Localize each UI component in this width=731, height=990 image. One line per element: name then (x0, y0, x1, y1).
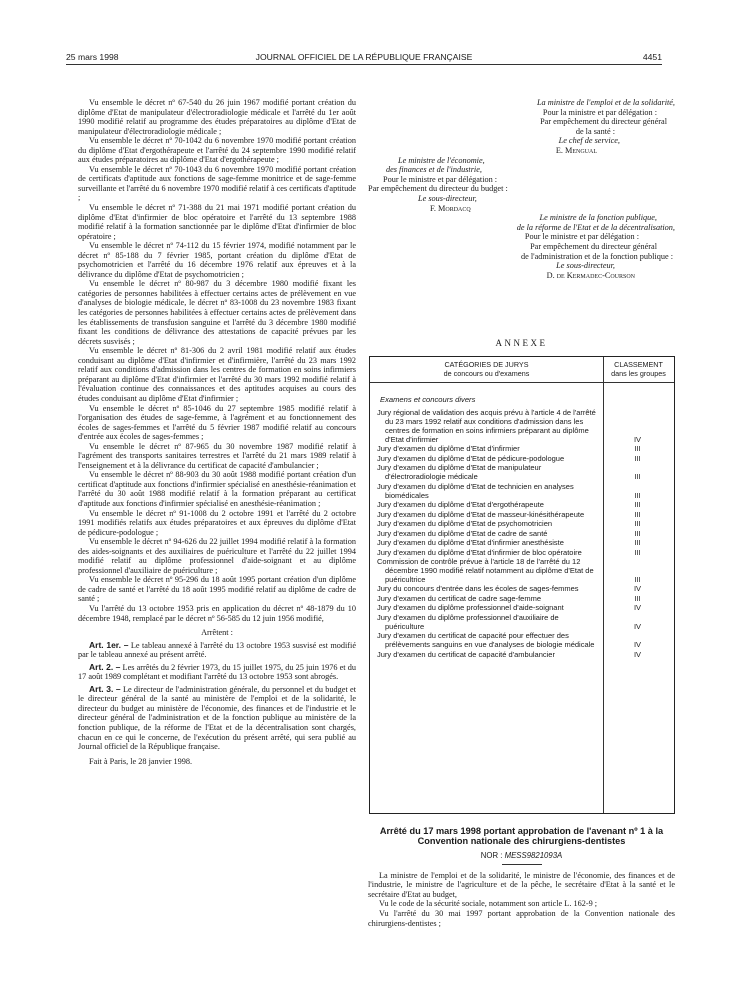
vu-paragraph: Vu ensemble le décret nº 80-987 du 3 décembre 1980 modifié fixant les catégories de personnes habilitées à effectuer certains actes de prélèvement en vue d'analyses de biologie médicale, le décret nº 83-1008 du 23 novembre 1983 fixant les catégories de personnes habilitées à effectuer certains actes de prélèvement dans les établissements de transfusion sanguine et l'arrêté du 3 décembre 1980 modifié fixant les conditions de délivrance des attestations de capacité prévues par les décrets susvisés ; (78, 279, 356, 346)
vu-paragraph: Vu ensemble le décret nº 94-626 du 22 juillet 1994 modifié relatif à la formation des aides-soignants et des auxiliaires de puériculture et l'arrêté du 22 juillet 1994 modifié relatif au diplôme professionnel d'aide-soignant et au diplôme professionnel d'auxiliaire de puériculture ; (78, 537, 356, 575)
jury-cell (370, 585, 603, 594)
table-section-title: Examens et concours divers (380, 395, 476, 404)
jury-cell (370, 614, 603, 632)
jury-label: Jury d'examen du diplôme d'Etat de manipulateur d'électroradiologie médicale (377, 463, 542, 482)
page-number: 4451 (642, 52, 662, 62)
jury-cell (370, 464, 603, 482)
title-rule (502, 864, 542, 865)
table-row (370, 558, 674, 585)
jury-label: Jury régional de validation des acquis prévu à l'article 4 de l'arrêté du 23 mars 1992 relatif aux conditions d'admission dans les centres de formation en soins infirmiers préparant au diplôme d'Etat d'infirmier (377, 408, 596, 444)
header-divider (370, 382, 674, 383)
jury-label: Jury d'examen du diplôme d'Etat de cadre de santé (377, 528, 548, 538)
arrete-body (368, 871, 675, 928)
article-label: Art. 3. – (89, 683, 121, 694)
signatory-role: Le sous-directeur, (556, 261, 615, 271)
group-cell: III (634, 472, 641, 482)
vu-paragraph: Vu ensemble le décret nº 70-1042 du 6 novembre 1970 modifié portant création du diplôme d'Etat d'ergothérapeute et l'arrêté du 24 septembre 1990 modifié relatif aux études préparatoires au diplôme d'Etat d'ergothérapeute ; (78, 136, 356, 165)
arrete-title: Arrêté du 17 mars 1998 portant approbation de l'avenant nº 1 à la Convention nationale des chirurgiens-dentistes (379, 826, 664, 847)
vu-paragraph: Vu l'arrêté du 13 octobre 1953 pris en application du décret nº 48-1879 du 10 décembre 1948, remplacé par le décret nº 56-585 du 12 juin 1956 modifié, (78, 603, 356, 623)
group-cell: IV (633, 621, 642, 631)
article-label: Art. 1er. – (89, 639, 129, 650)
article-text: Les arrêtés du 2 février 1973, du 15 juillet 1975, du 25 juin 1976 et du 17 août 1989 complétant et modifiant l'arrêté du 13 octobre 1953 sont abrogés. (78, 662, 356, 682)
table-row (370, 409, 674, 445)
delegation-line: Pour le ministre et par délégation : (383, 174, 498, 184)
signatory-role: Le sous-directeur, (418, 193, 477, 203)
vu-paragraph: Vu ensemble le décret nº 81-306 du 2 avril 1981 modifié relatif aux études conduisant au diplôme d'Etat d'infirmier et d'infirmière, l'arrêté du 23 mars 1992 relatif aux conditions d'admission dans les centres de formation en soins infirmiers préparant au diplôme d'Etat d'infirmier et l'arrêté du 30 mars 1992 modifié relatif à l'évaluation continue des connaissances et des aptitudes acquises au cours des études conduisant au diplôme d'Etat d'infirmier ; (78, 346, 356, 403)
jury-cell (370, 409, 603, 445)
jury-label: Jury d'examen du diplôme d'Etat d'infirmier (377, 444, 520, 454)
signatory-title: des finances et de l'industrie, (386, 165, 482, 175)
jury-cell (370, 632, 603, 650)
jury-label: Jury d'examen du diplôme professionnel d'aide-soignant (377, 603, 564, 613)
vu-paragraph: Vu ensemble le décret nº 67-540 du 26 juin 1967 modifié portant création du diplôme d'Etat de manipulateur d'électroradiologie médicale et l'arrêté du 1er août 1990 modifié relatif au programme des études préparatoires au diplôme d'Etat de manipulateur d'électroradiologie médicale ; (78, 98, 356, 136)
jury-cell (370, 483, 603, 501)
jury-label: Jury d'examen du diplôme professionnel d'auxiliaire de puériculture (377, 612, 559, 631)
group-cell: IV (633, 640, 642, 650)
jury-cell (370, 520, 603, 529)
jury-label: Jury d'examen du certificat de cadre sage-femme (377, 593, 542, 603)
jury-label: Commission de contrôle prévue à l'article 18 de l'arrêté du 12 décembre 1990 modifié relatif notamment au diplôme d'Etat de puéricultrice (377, 557, 594, 584)
signatory-title: Le ministre de l'économie, (398, 155, 485, 165)
signatory-title: La ministre de l'emploi et de la solidarité, (536, 98, 675, 107)
article-text: Le directeur de l'administration générale, du personnel et du budget et le directeur général de la santé au ministère de l'emploi et de la solidarité, le directeur du budget au ministère de l'économie, des finances et de l'industrie et le directeur général de l'administration et de la fonction publique au ministère de la fonction publique, de la réforme de l'Etat et de la décentralisation sont chargés, chacun en ce qui le concerne, de l'exécution du présent arrêté, qui sera publié au Journal officiel de la République française. (78, 684, 356, 752)
arretent-heading: Arrêtent : (201, 628, 233, 638)
group-cell: III (634, 453, 641, 463)
column-header-categories: CATÉGORIES DE JURYS de concours ou d'examens (443, 360, 530, 378)
table-row (370, 604, 674, 613)
vu-paragraph: Vu ensemble le décret nº 70-1043 du 6 novembre 1970 modifié portant création de certificats d'aptitude aux fonctions de sage-femme monitrice et de sage-femme surveillante et l'arrêté du 6 novembre 1970 modifié relatif à ces certificats d'aptitude ; (78, 164, 356, 203)
article-label: Art. 2. – (89, 661, 121, 672)
signatures-block (368, 98, 675, 280)
jury-label: Jury d'examen du diplôme d'Etat d'infirmier anesthésiste (377, 538, 564, 548)
table-row (370, 651, 674, 660)
jury-label: Jury d'examen du diplôme d'Etat de masseur-kinésithérapeute (377, 509, 585, 519)
article-2 (78, 663, 356, 682)
group-cell: III (634, 538, 641, 548)
jury-cell (370, 651, 603, 660)
vu-paragraph: Vu ensemble le décret nº 71-388 du 21 mai 1971 modifié portant création du diplôme d'Etat d'infirmier de bloc opératoire et l'arrêté du 13 septembre 1988 modifié relatif à la formation sanctionnée par le diplôme d'Etat d'infirmier de bloc opératoire ; (78, 203, 356, 241)
table-rows (370, 409, 674, 660)
article-1 (78, 641, 356, 660)
group-cell: III (634, 574, 641, 584)
signatory-title: de la réforme de l'Etat et de la décentralisation, (516, 222, 675, 232)
jury-cell (370, 604, 603, 613)
signature-date: Fait à Paris, le 28 janvier 1998. (89, 756, 193, 766)
jury-label: Jury d'examen du diplôme d'Etat de technicien en analyses biomédicales (377, 481, 574, 500)
signatory-title: Le ministre de la fonction publique, (539, 213, 657, 223)
vu-paragraph: Vu ensemble le décret nº 85-1046 du 27 septembre 1985 modifié relatif à l'organisation des études de sage-femme, à l'agrément et au fonctionnement des écoles de sages-femmes et l'arrêté du 5 février 1987 modifié relatif au concours d'entrée aux écoles de sages-femmes ; (78, 403, 356, 442)
table-row (370, 585, 674, 594)
jury-label: Jury d'examen du diplôme d'Etat d'infirmier de bloc opératoire (377, 547, 582, 557)
header-rule (66, 64, 662, 65)
group-cell: IV (633, 603, 642, 613)
header-date: 25 mars 1998 (66, 52, 119, 62)
delegation-line: Pour le ministre et par délégation : (524, 232, 639, 242)
jury-cell (370, 445, 603, 454)
jury-label: Jury d'examen du diplôme d'Etat d'ergothérapeute (377, 500, 544, 510)
arrete-article (368, 826, 675, 928)
signatory-name: D. de Kermadec-Courson (546, 270, 635, 280)
signatory-name: F. Mordacq (430, 203, 471, 213)
table-row (370, 501, 674, 510)
nor-code: MESS9821093A (504, 850, 563, 860)
vu-paragraph: Vu ensemble le décret nº 87-965 du 30 novembre 1987 modifié relatif à l'agrément des transports sanitaires terrestres et l'arrêté du 21 mars 1989 relatif à l'enseignement et à la délivrance du certificat de capacité d'ambulancier ; (78, 441, 356, 470)
table-row (370, 445, 674, 454)
delegation-line: Par empêchement du directeur du budget : (368, 184, 508, 194)
left-column (78, 98, 356, 766)
group-cell: III (634, 528, 641, 538)
jury-cell (370, 558, 603, 585)
journal-title: JOURNAL OFFICIEL DE LA RÉPUBLIQUE FRANÇAISE (255, 52, 473, 62)
group-cell: III (634, 444, 641, 454)
jury-cell (370, 539, 603, 548)
table-row (370, 464, 674, 482)
vu-paragraph: Vu ensemble le décret nº 74-112 du 15 février 1974, modifié notamment par le décret nº 85-188 du 7 février 1985, portant création du diplôme d'Etat de psychomotricien et l'arrêté du 16 décembre 1976 relatif aux épreuves et à la délivrance du diplôme d'Etat de psychomotricien ; (78, 241, 356, 279)
jury-label: Jury d'examen du certificat de capacité d'ambulancier (377, 649, 555, 659)
group-cell: III (634, 500, 641, 510)
article-3 (78, 685, 356, 752)
group-cell: III (634, 547, 641, 557)
jury-label: Jury d'examen du diplôme d'Etat de pédicure-podologue (377, 453, 565, 463)
jury-cell (370, 501, 603, 510)
jury-label: Jury d'examen du certificat de capacité pour effectuer des prélèvements sanguins en vue d'analyses de biologie médicale (377, 631, 595, 650)
body-paragraph: La ministre de l'emploi et de la solidarité, le ministre de l'économie, des finances et de l'industrie, le ministre de l'agriculture et de la pêche, le secrétaire d'Etat à la santé et le secrétaire d'Etat au budget, (368, 870, 675, 899)
group-cell: III (634, 509, 641, 519)
group-cell: III (634, 519, 641, 529)
group-cell: III (634, 490, 641, 500)
delegation-line: Par empêchement du directeur général (530, 241, 657, 251)
delegation-line: de la santé : (575, 126, 615, 136)
body-paragraph: Vu l'arrêté du 30 mai 1997 portant approbation de la Convention nationale des chirurgiens-dentistes ; (368, 909, 675, 928)
table-row (370, 632, 674, 650)
group-cell: IV (633, 649, 642, 659)
table-row (370, 520, 674, 529)
delegation-line: de l'administration et de la fonction publique : (520, 251, 673, 261)
table-row (370, 614, 674, 632)
jury-label: Jury du concours d'entrée dans les écoles de sages-femmes (377, 584, 579, 594)
nor-reference (368, 851, 675, 860)
table-row (370, 483, 674, 501)
group-cell: IV (633, 434, 642, 444)
table-row (370, 539, 674, 548)
column-header-classement: CLASSEMENT dans les groupes (611, 360, 666, 378)
group-cell: IV (633, 584, 642, 594)
annexe-table (369, 356, 675, 814)
delegation-line: Pour la ministre et par délégation : (542, 107, 657, 117)
body-paragraph: Vu le code de la sécurité sociale, notamment son article L. 162-9 ; (379, 899, 598, 909)
signatory-role: Le chef de service, (558, 136, 620, 146)
annexe-title: ANNEXE (495, 338, 548, 348)
vu-paragraph: Vu ensemble le décret nº 95-296 du 18 août 1995 portant création d'un diplôme de cadre de santé et l'arrêté du 18 août 1995 modifié relatif au diplôme de cadre de santé ; (78, 575, 356, 604)
vu-paragraph: Vu ensemble le décret nº 91-1008 du 2 octobre 1991 et l'arrêté du 2 octobre 1991 modifiés relatifs aux études préparatoires et aux épreuves du diplôme d'Etat de pédicure-podologue ; (78, 508, 356, 537)
article-text: Le tableau annexé à l'arrêté du 13 octobre 1953 susvisé est modifié par le tableau annexé au présent arrêté. (78, 640, 356, 660)
group-cell: III (634, 593, 641, 603)
nor-label: NOR : (480, 850, 503, 860)
delegation-line: Par empêchement du directeur général (540, 117, 667, 127)
signatory-name: E. Mengual (555, 145, 597, 155)
vu-paragraph: Vu ensemble le décret nº 88-903 du 30 août 1988 modifié portant création d'un certificat d'aptitude aux fonctions d'infirmier spécialisé en anesthésie-réanimation et l'arrêté du 30 août 1988 modifié relatif à la formation préparant au certificat d'aptitude aux fonctions d'infirmier spécialisé en anesthésie-réanimation ; (78, 470, 356, 508)
jury-label: Jury d'examen du diplôme d'Etat de psychomotricien (377, 519, 553, 529)
